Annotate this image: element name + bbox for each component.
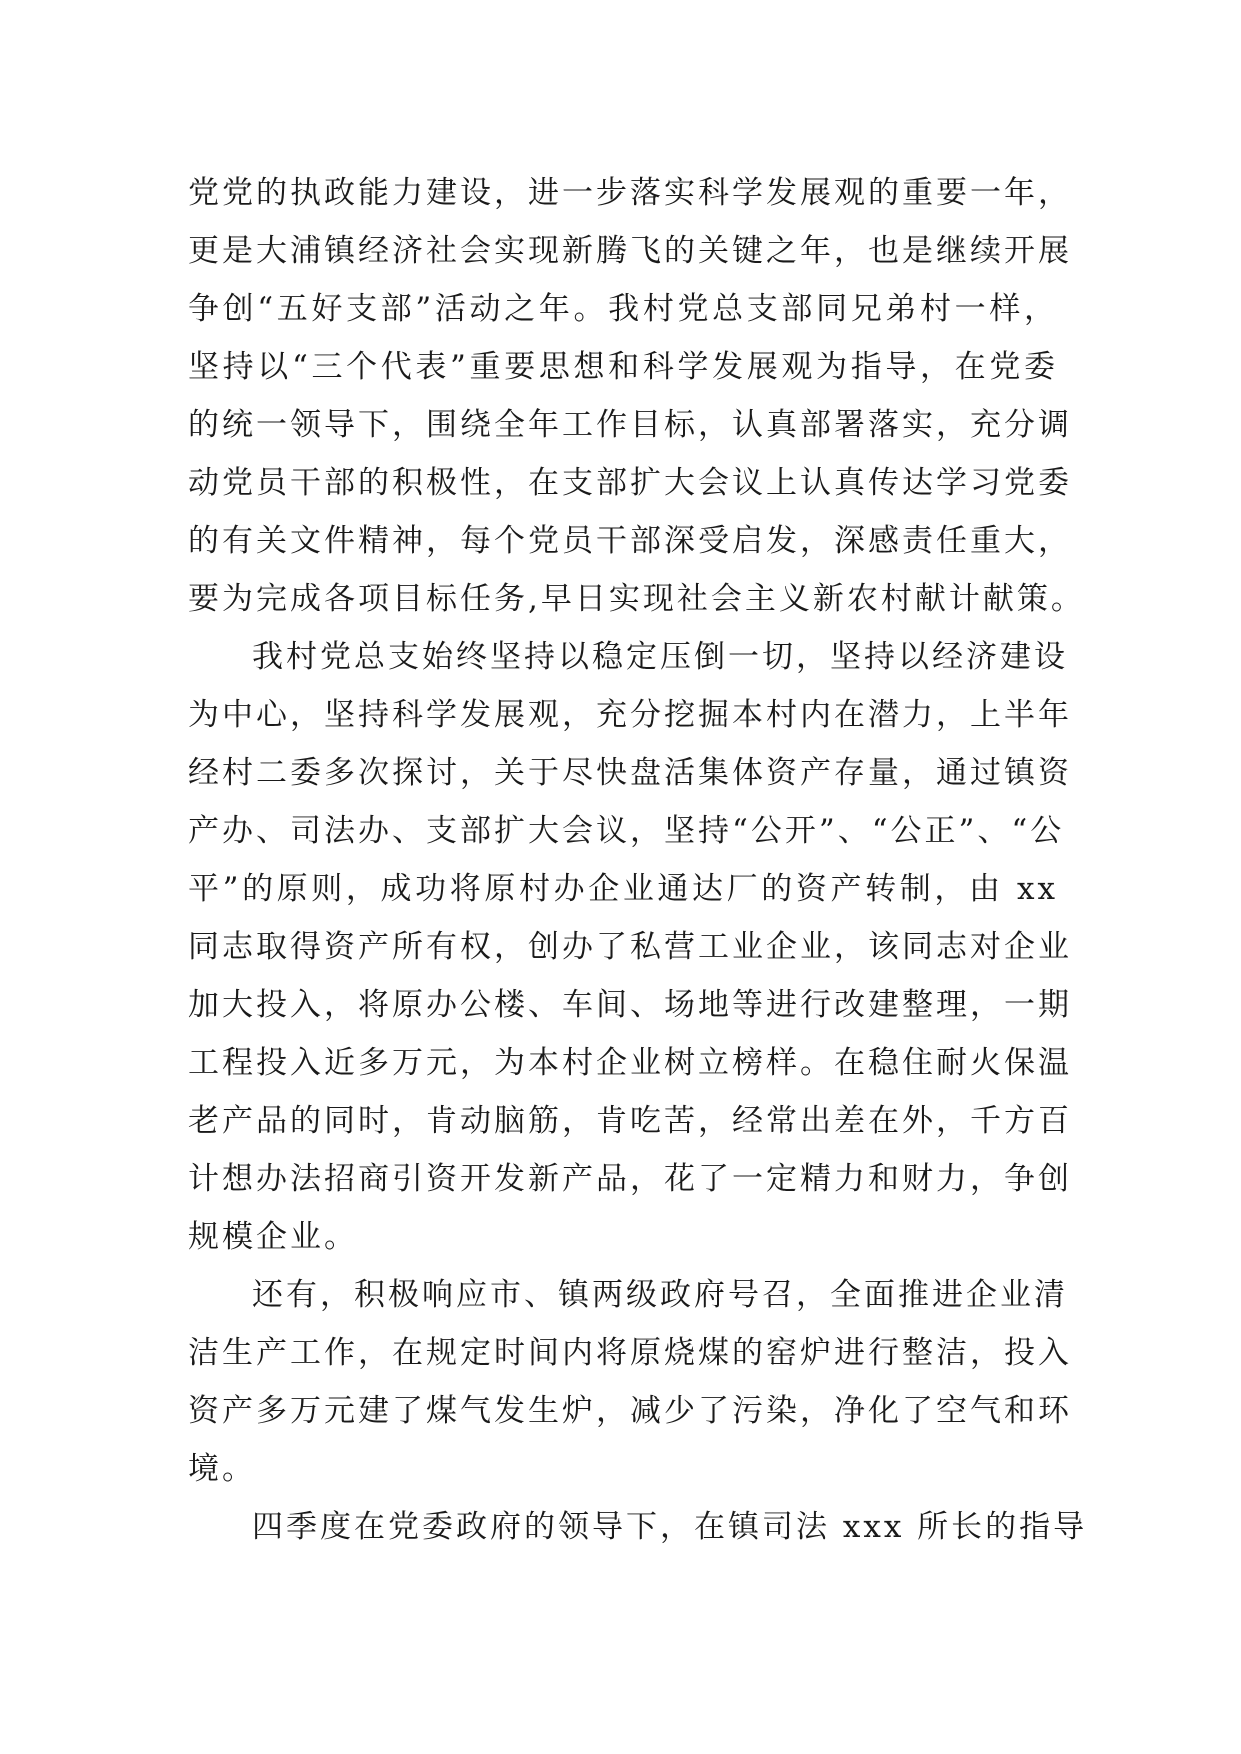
text-line: 四季度在党委政府的领导下，在镇司法 xxx 所长的指导 <box>252 1509 1088 1545</box>
text-line: 为中心，坚持科学发展观，充分挖掘本村内在潜力，上半年 <box>188 697 1072 733</box>
text-line: 工程投入近多万元，为本村企业树立榜样。在稳住耐火保温 <box>188 1045 1072 1081</box>
text-line: 境。 <box>188 1451 256 1487</box>
text-line: 我村党总支始终坚持以稳定压倒一切，坚持以经济建设 <box>252 639 1068 675</box>
text-line: 加大投入，将原办公楼、车间、场地等进行改建整理，一期 <box>188 987 1072 1023</box>
text-line: 的统一领导下，围绕全年工作目标，认真部署落实，充分调 <box>188 407 1072 443</box>
text-line: 同志取得资产所有权，创办了私营工业企业，该同志对企业 <box>188 929 1072 965</box>
paragraph-4 <box>188 1498 1088 1556</box>
text-line: 更是大浦镇经济社会实现新腾飞的关键之年，也是继续开展 <box>188 233 1072 269</box>
text-line: 要为完成各项目标任务,早日实现社会主义新农村献计献策。 <box>188 581 1085 617</box>
text-line: 的有关文件精神，每个党员干部深受启发，深感责任重大， <box>188 523 1072 559</box>
text-line: 计想办法招商引资开发新产品，花了一定精力和财力，争创 <box>188 1161 1072 1197</box>
text-line: 经村二委多次探讨，关于尽快盘活集体资产存量，通过镇资 <box>188 755 1072 791</box>
text-line: 平”的原则，成功将原村办企业通达厂的资产转制，由 xx <box>188 871 1058 907</box>
paragraph-2 <box>188 628 1072 1266</box>
text-line: 还有，积极响应市、镇两级政府号召，全面推进企业清 <box>252 1277 1068 1313</box>
text-line: 党党的执政能力建设，进一步落实科学发展观的重要一年， <box>188 175 1072 211</box>
text-line: 规模企业。 <box>188 1219 358 1255</box>
text-line: 产办、司法办、支部扩大会议，坚持“公开”、“公正”、“公 <box>188 813 1065 849</box>
document-body <box>188 164 1088 1556</box>
text-line: 坚持以“三个代表”重要思想和科学发展观为指导，在党委 <box>188 349 1058 385</box>
text-line: 老产品的同时，肯动脑筋，肯吃苦，经常出差在外，千方百 <box>188 1103 1072 1139</box>
text-line: 争创“五好支部”活动之年。我村党总支部同兄弟村一样， <box>188 291 1058 327</box>
paragraph-1 <box>188 164 1085 628</box>
paragraph-3 <box>188 1266 1072 1498</box>
text-line: 动党员干部的积极性，在支部扩大会议上认真传达学习党委 <box>188 465 1072 501</box>
text-line: 资产多万元建了煤气发生炉，减少了污染，净化了空气和环 <box>188 1393 1072 1429</box>
text-line: 洁生产工作，在规定时间内将原烧煤的窑炉进行整洁，投入 <box>188 1335 1072 1371</box>
